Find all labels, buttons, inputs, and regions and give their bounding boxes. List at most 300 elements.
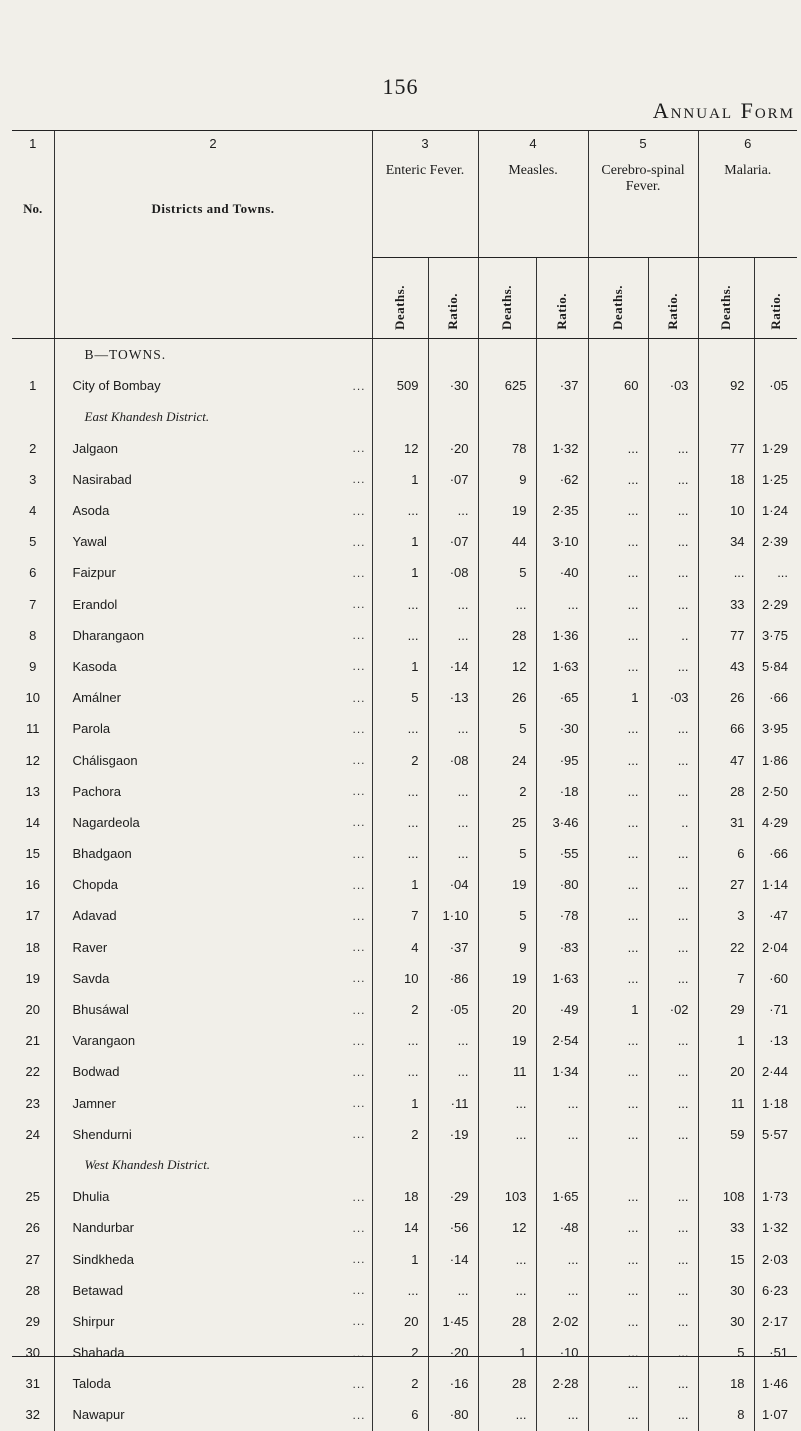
subheader-deaths: Deaths. <box>372 258 428 339</box>
ratio-cell: ... <box>648 557 698 588</box>
group-title: Enteric Fever. <box>385 163 465 178</box>
empty-cell <box>698 401 754 432</box>
deaths-cell: 1 <box>698 1025 754 1056</box>
deaths-cell: 77 <box>698 433 754 464</box>
ratio-cell: ·05 <box>428 994 478 1025</box>
empty-cell <box>588 401 648 432</box>
leader-dots: ... <box>352 1033 366 1048</box>
no-label: No. <box>23 201 43 216</box>
town-name-cell <box>54 932 372 963</box>
deaths-cell: 19 <box>478 495 536 526</box>
deaths-cell: 11 <box>698 1088 754 1119</box>
deaths-cell: ... <box>372 838 428 869</box>
deaths-cell: ... <box>588 1337 648 1368</box>
ratio-cell: ... <box>428 776 478 807</box>
deaths-cell: ... <box>588 589 648 620</box>
deaths-cell: ... <box>372 807 428 838</box>
town-name-cell <box>54 1088 372 1119</box>
ratio-cell: ... <box>536 1088 588 1119</box>
deaths-cell: 18 <box>372 1181 428 1212</box>
empty-cell <box>372 1150 428 1181</box>
row-number: 13 <box>25 783 40 799</box>
deaths-cell: 5 <box>698 1337 754 1368</box>
row-number: 14 <box>25 814 40 830</box>
deaths-cell: ... <box>588 1399 648 1430</box>
deaths-cell: 28 <box>478 1306 536 1337</box>
deaths-cell: 11 <box>478 1056 536 1087</box>
ratio-cell: 1·14 <box>754 869 797 900</box>
ratio-cell: ·07 <box>428 526 478 557</box>
town-name: Dharangaon <box>72 627 145 643</box>
row-number-cell <box>12 401 54 432</box>
empty-cell <box>536 401 588 432</box>
deaths-cell: 2 <box>372 1337 428 1368</box>
deaths-cell: 1 <box>372 1243 428 1274</box>
table-row <box>12 900 797 931</box>
group-measles <box>478 131 588 258</box>
deaths-cell: 5 <box>372 682 428 713</box>
leader-dots: ... <box>352 472 366 487</box>
town-name-cell <box>54 589 372 620</box>
ratio-cell: 1·32 <box>536 433 588 464</box>
row-number: 20 <box>25 1002 40 1018</box>
row-number: 24 <box>25 1126 40 1142</box>
empty-cell <box>536 339 588 371</box>
table-row <box>12 1399 797 1430</box>
table-row <box>12 370 797 401</box>
ratio-cell: ·47 <box>754 900 797 931</box>
deaths-cell: 25 <box>478 807 536 838</box>
deaths-cell: 1 <box>372 1088 428 1119</box>
row-number: 7 <box>29 596 37 612</box>
deaths-cell: ... <box>588 900 648 931</box>
leader-dots: ... <box>352 877 366 892</box>
ratio-cell: 3·10 <box>536 526 588 557</box>
deaths-cell: 2 <box>372 994 428 1025</box>
table-row <box>12 682 797 713</box>
empty-cell <box>588 339 648 371</box>
leader-dots: ... <box>352 1376 366 1391</box>
deaths-cell: 28 <box>478 620 536 651</box>
town-name: Parola <box>72 721 111 737</box>
subheader-deaths: Deaths. <box>588 258 648 339</box>
deaths-cell: 15 <box>698 1243 754 1274</box>
row-number: 9 <box>29 658 37 674</box>
subheader-ratio: Ratio. <box>754 258 797 339</box>
ratio-cell: ·14 <box>428 1243 478 1274</box>
town-name-cell <box>54 744 372 775</box>
deaths-cell: ... <box>372 776 428 807</box>
town-name-cell <box>54 1306 372 1337</box>
deaths-cell: ... <box>588 807 648 838</box>
deaths-cell: ... <box>478 1119 536 1150</box>
ratio-cell: ... <box>648 651 698 682</box>
deaths-cell: 1 <box>588 994 648 1025</box>
deaths-cell: 77 <box>698 620 754 651</box>
empty-cell <box>478 1150 536 1181</box>
ratio-cell: ... <box>648 1275 698 1306</box>
town-name: Kasoda <box>72 658 117 674</box>
ratio-cell: ... <box>648 744 698 775</box>
deaths-cell: 509 <box>372 370 428 401</box>
ratio-cell: ... <box>428 495 478 526</box>
town-name: Bhusáwal <box>72 1002 129 1018</box>
table-row <box>12 1212 797 1243</box>
ratio-cell: ... <box>648 869 698 900</box>
town-name: Pachora <box>72 783 121 799</box>
ratio-cell: 2·35 <box>536 495 588 526</box>
deaths-cell: ... <box>372 495 428 526</box>
town-name: Adavad <box>72 908 117 924</box>
leader-dots: ... <box>352 597 366 612</box>
ratio-cell: ·05 <box>754 370 797 401</box>
table-row <box>12 994 797 1025</box>
town-name: City of Bombay <box>72 378 161 394</box>
town-name-cell <box>54 495 372 526</box>
ratio-cell: ... <box>536 1243 588 1274</box>
deaths-cell: 47 <box>698 744 754 775</box>
ratio-cell: ... <box>648 1306 698 1337</box>
deaths-cell: ... <box>588 464 648 495</box>
ratio-cell: ... <box>648 464 698 495</box>
table-row <box>12 1368 797 1399</box>
ratio-cell: 2·03 <box>754 1243 797 1274</box>
ratio-cell: ·18 <box>536 776 588 807</box>
deaths-cell: 1 <box>372 651 428 682</box>
table-row <box>12 557 797 588</box>
ratio-cell: ·83 <box>536 932 588 963</box>
ratio-cell: 3·75 <box>754 620 797 651</box>
col-districts-header <box>54 131 372 339</box>
deaths-cell: 20 <box>478 994 536 1025</box>
leader-dots: ... <box>352 1096 366 1111</box>
town-name-cell <box>54 1181 372 1212</box>
col-no-header <box>12 131 54 339</box>
deaths-cell: 10 <box>698 495 754 526</box>
deaths-cell: 78 <box>478 433 536 464</box>
town-name-cell <box>54 807 372 838</box>
table-row <box>12 651 797 682</box>
ratio-cell: ... <box>648 495 698 526</box>
group-title: Measles. <box>508 163 558 178</box>
row-number-cell <box>12 339 54 371</box>
row-number: 21 <box>25 1033 40 1049</box>
ratio-cell: ... <box>648 526 698 557</box>
ratio-cell: 6·23 <box>754 1275 797 1306</box>
leader-dots: ... <box>352 378 366 393</box>
town-name: Bhadgaon <box>72 846 132 862</box>
deaths-cell: 2 <box>478 776 536 807</box>
deaths-cell: 31 <box>698 807 754 838</box>
deaths-cell: ... <box>588 1119 648 1150</box>
ratio-cell: .. <box>648 807 698 838</box>
deaths-cell: 12 <box>478 1212 536 1243</box>
ratio-cell: 2·54 <box>536 1025 588 1056</box>
table-row <box>12 776 797 807</box>
leader-dots: ... <box>352 1127 366 1142</box>
ratio-cell: ... <box>648 1119 698 1150</box>
deaths-cell: 18 <box>698 464 754 495</box>
leader-dots: ... <box>352 908 366 923</box>
group-enteric <box>372 131 478 258</box>
table-row <box>12 464 797 495</box>
town-name: Chopda <box>72 877 119 893</box>
leader-dots: ... <box>352 1002 366 1017</box>
ratio-cell: 1·63 <box>536 651 588 682</box>
deaths-cell: 1 <box>372 869 428 900</box>
town-name: Amálner <box>72 690 121 706</box>
deaths-cell: ... <box>588 963 648 994</box>
district-heading-row <box>12 1150 797 1181</box>
group-title: Malaria. <box>724 163 772 178</box>
town-name: Nawapur <box>72 1407 125 1423</box>
ratio-cell: 2·04 <box>754 932 797 963</box>
deaths-cell: 9 <box>478 464 536 495</box>
row-number: 18 <box>25 939 40 955</box>
row-number: 22 <box>25 1064 40 1080</box>
row-number: 23 <box>25 1095 40 1111</box>
ratio-cell: 5·84 <box>754 651 797 682</box>
group-malaria <box>698 131 797 258</box>
town-name: Shendurni <box>72 1126 132 1142</box>
empty-cell <box>478 339 536 371</box>
empty-cell <box>754 401 797 432</box>
ratio-cell: 3·95 <box>754 713 797 744</box>
table-row <box>12 713 797 744</box>
ratio-cell: 2·17 <box>754 1306 797 1337</box>
leader-dots: ... <box>352 846 366 861</box>
empty-cell <box>428 401 478 432</box>
running-header: Annual Form <box>652 98 795 123</box>
row-number: 19 <box>25 970 40 986</box>
ratio-cell: 1·65 <box>536 1181 588 1212</box>
ratio-cell: 1·73 <box>754 1181 797 1212</box>
row-number: 29 <box>25 1313 40 1329</box>
town-name: Nandurbar <box>72 1220 134 1236</box>
table-row <box>12 1181 797 1212</box>
leader-dots: ... <box>352 753 366 768</box>
deaths-cell: ... <box>588 620 648 651</box>
deaths-cell: 4 <box>372 932 428 963</box>
ratio-cell: ·80 <box>536 869 588 900</box>
table-row <box>12 1243 797 1274</box>
deaths-cell: 6 <box>372 1399 428 1430</box>
deaths-cell: 9 <box>478 932 536 963</box>
empty-cell <box>648 1150 698 1181</box>
row-number: 16 <box>25 877 40 893</box>
table-row <box>12 526 797 557</box>
row-number: 10 <box>25 690 40 706</box>
ratio-cell: ·10 <box>536 1337 588 1368</box>
empty-cell <box>754 339 797 371</box>
ratio-cell: ·13 <box>754 1025 797 1056</box>
deaths-cell: 2 <box>372 1119 428 1150</box>
page-number: 156 <box>382 74 419 99</box>
deaths-cell: ... <box>372 620 428 651</box>
leader-dots: ... <box>352 1345 366 1360</box>
ratio-cell: ·20 <box>428 1337 478 1368</box>
ratio-cell: 3·46 <box>536 807 588 838</box>
deaths-cell: 103 <box>478 1181 536 1212</box>
row-number: 8 <box>29 627 37 643</box>
town-name: Yawal <box>72 534 107 550</box>
ratio-cell: ·49 <box>536 994 588 1025</box>
town-name-cell <box>54 370 372 401</box>
deaths-cell: ... <box>588 1181 648 1212</box>
ratio-cell: ·29 <box>428 1181 478 1212</box>
row-number: 6 <box>29 565 37 581</box>
deaths-cell: ... <box>478 1088 536 1119</box>
table-row <box>12 589 797 620</box>
deaths-cell: 22 <box>698 932 754 963</box>
ratio-cell: ·08 <box>428 557 478 588</box>
deaths-cell: 6 <box>698 838 754 869</box>
ratio-cell: ... <box>428 1275 478 1306</box>
ratio-cell: ·04 <box>428 869 478 900</box>
leader-dots: ... <box>352 690 366 705</box>
deaths-cell: 7 <box>372 900 428 931</box>
leader-dots: ... <box>352 1189 366 1204</box>
deaths-cell: ... <box>588 495 648 526</box>
ratio-cell: ·07 <box>428 464 478 495</box>
row-number: 27 <box>25 1251 40 1267</box>
deaths-cell: 625 <box>478 370 536 401</box>
town-name: Betawad <box>72 1282 124 1298</box>
leader-dots: ... <box>352 1220 366 1235</box>
ratio-cell: ... <box>648 433 698 464</box>
deaths-cell: 18 <box>698 1368 754 1399</box>
ratio-cell: ... <box>648 1056 698 1087</box>
leader-dots: ... <box>352 784 366 799</box>
deaths-cell: 28 <box>698 776 754 807</box>
ratio-cell: ·56 <box>428 1212 478 1243</box>
town-name-cell <box>54 1243 372 1274</box>
row-number: 17 <box>25 908 40 924</box>
deaths-cell: ... <box>478 589 536 620</box>
ratio-cell: ·16 <box>428 1368 478 1399</box>
deaths-cell: 43 <box>698 651 754 682</box>
deaths-cell: 3 <box>698 900 754 931</box>
ratio-cell: 4·29 <box>754 807 797 838</box>
row-number: 2 <box>29 440 37 456</box>
table-row <box>12 1275 797 1306</box>
subheader-ratio: Ratio. <box>648 258 698 339</box>
deaths-cell: 2 <box>372 1368 428 1399</box>
deaths-cell: ... <box>588 776 648 807</box>
town-name-cell <box>54 1056 372 1087</box>
deaths-cell: 27 <box>698 869 754 900</box>
ratio-cell: ... <box>536 1275 588 1306</box>
table-row <box>12 1119 797 1150</box>
town-name-cell <box>54 1399 372 1430</box>
deaths-cell: ... <box>588 557 648 588</box>
deaths-cell: 30 <box>698 1306 754 1337</box>
ratio-cell: ·95 <box>536 744 588 775</box>
deaths-cell: ... <box>588 1212 648 1243</box>
empty-cell <box>372 401 428 432</box>
ratio-cell: ·19 <box>428 1119 478 1150</box>
town-name: Bodwad <box>72 1064 120 1080</box>
leader-dots: ... <box>352 721 366 736</box>
table-row <box>12 1088 797 1119</box>
deaths-cell: 19 <box>478 869 536 900</box>
deaths-cell: 8 <box>698 1399 754 1430</box>
ratio-cell: 1·45 <box>428 1306 478 1337</box>
empty-cell <box>698 339 754 371</box>
ratio-cell: ·80 <box>428 1399 478 1430</box>
ratio-cell: ·48 <box>536 1212 588 1243</box>
deaths-cell: ... <box>588 869 648 900</box>
table-bottom-rule <box>12 1356 797 1357</box>
ratio-cell: ... <box>428 589 478 620</box>
empty-cell <box>588 1150 648 1181</box>
column-number: 6 <box>744 136 752 151</box>
table-row <box>12 495 797 526</box>
deaths-cell: 60 <box>588 370 648 401</box>
town-name: Shirpur <box>72 1313 115 1329</box>
section-title: B—TOWNS. <box>54 339 372 371</box>
town-name: Sindkheda <box>72 1251 134 1267</box>
town-name-cell <box>54 776 372 807</box>
leader-dots: ... <box>352 1407 366 1422</box>
ratio-cell: ·08 <box>428 744 478 775</box>
deaths-cell: ... <box>372 1275 428 1306</box>
leader-dots: ... <box>352 1283 366 1298</box>
deaths-cell: ... <box>478 1399 536 1430</box>
ratio-cell: ·02 <box>648 994 698 1025</box>
deaths-cell: 5 <box>478 900 536 931</box>
leader-dots: ... <box>352 1064 366 1079</box>
ratio-cell: ... <box>648 589 698 620</box>
ratio-cell: 2·39 <box>754 526 797 557</box>
deaths-cell: 12 <box>372 433 428 464</box>
ratio-cell: ·30 <box>536 713 588 744</box>
deaths-cell: 1 <box>478 1337 536 1368</box>
ratio-cell: ·86 <box>428 963 478 994</box>
ratio-cell: 1·63 <box>536 963 588 994</box>
town-name-cell <box>54 1337 372 1368</box>
deaths-cell: 19 <box>478 963 536 994</box>
deaths-cell: ... <box>588 1306 648 1337</box>
ratio-cell: 1·24 <box>754 495 797 526</box>
leader-dots: ... <box>352 971 366 986</box>
row-number: 26 <box>25 1220 40 1236</box>
ratio-cell: ... <box>648 838 698 869</box>
leader-dots: ... <box>352 815 366 830</box>
deaths-cell: ... <box>588 526 648 557</box>
row-number: 12 <box>25 752 40 768</box>
deaths-cell: 7 <box>698 963 754 994</box>
ratio-cell: ... <box>648 1088 698 1119</box>
ratio-cell: ... <box>648 1181 698 1212</box>
ratio-cell: ·62 <box>536 464 588 495</box>
town-name-cell <box>54 557 372 588</box>
ratio-cell: ·40 <box>536 557 588 588</box>
deaths-cell: 30 <box>698 1275 754 1306</box>
town-name-cell <box>54 1119 372 1150</box>
table-row <box>12 744 797 775</box>
town-name-cell <box>54 1275 372 1306</box>
mortality-table <box>12 130 797 1431</box>
ratio-cell: 1·10 <box>428 900 478 931</box>
deaths-cell: 5 <box>478 713 536 744</box>
deaths-cell: ... <box>588 838 648 869</box>
ratio-cell: 2·02 <box>536 1306 588 1337</box>
town-name: Varangaon <box>72 1033 136 1049</box>
deaths-cell: 108 <box>698 1181 754 1212</box>
town-name-cell <box>54 651 372 682</box>
column-number: 2 <box>209 136 217 151</box>
